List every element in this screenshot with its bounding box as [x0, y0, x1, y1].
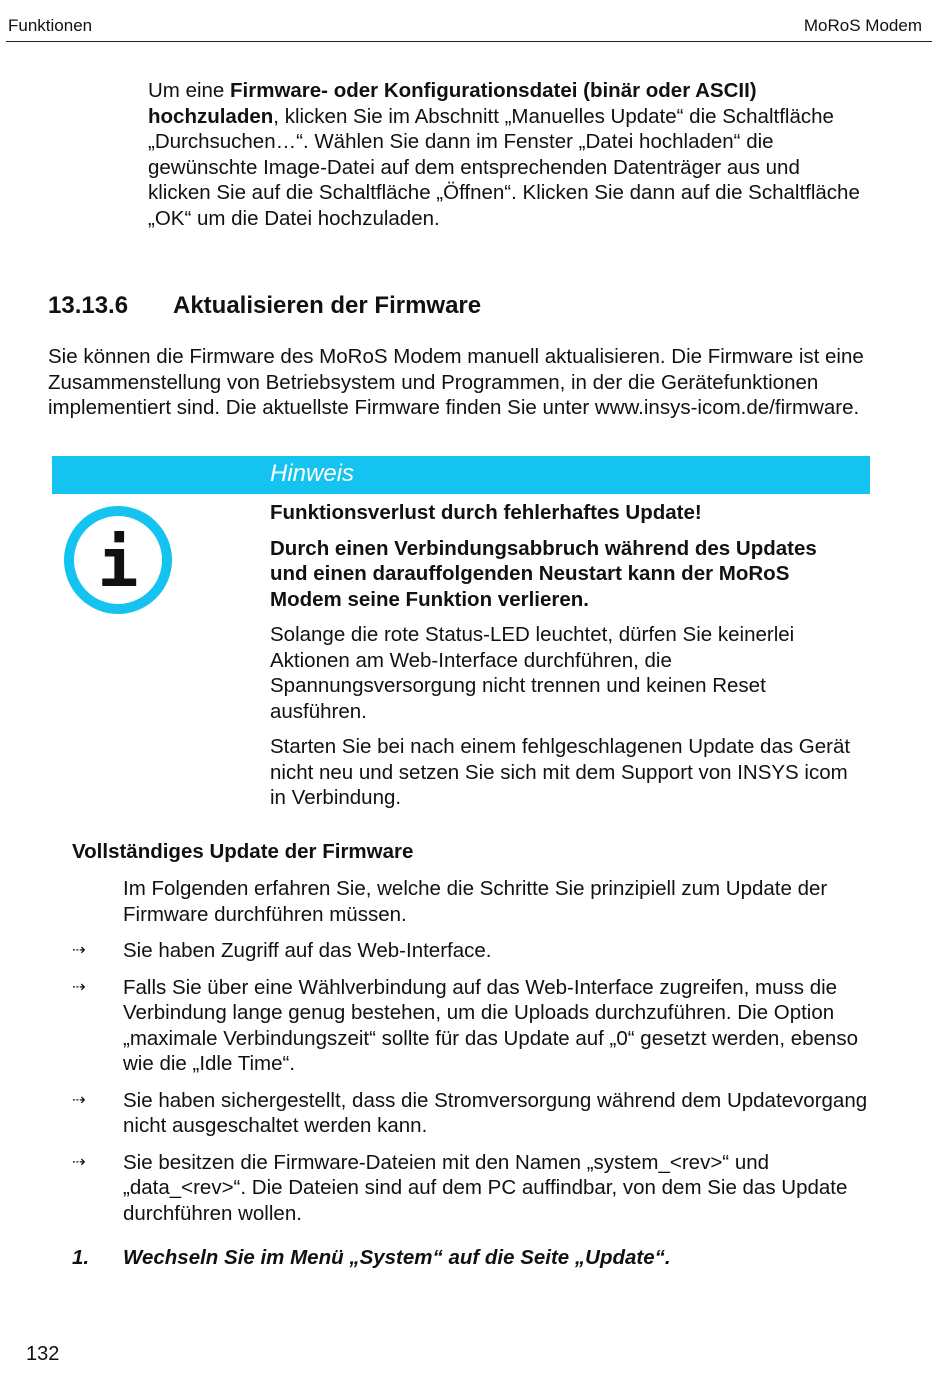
list-item — [72, 1088, 872, 1139]
list-item-text: Sie besitzen die Firmware-Dateien mit den Namen „system_<rev>“ und „data_<rev>“. Die Dateien sind auf dem PC auffindbar, von dem Sie das Update durchführen wollen. — [123, 1150, 848, 1225]
step-text: Wechseln Sie im Menü „System“ auf die Seite „Update“. — [123, 1246, 671, 1269]
procedure-step — [72, 1246, 671, 1270]
upload-instructions-paragraph — [148, 78, 868, 231]
section-number: 13.13.6 — [48, 292, 129, 319]
intro-bold-phrase: Firmware- oder Konfigurationsdatei (binär oder ASCII) hochzuladen — [148, 79, 757, 128]
running-header-chapter: Funktionen — [8, 16, 93, 35]
list-item — [72, 1150, 872, 1227]
subsection-heading: Vollständiges Update der Firmware — [72, 840, 414, 863]
header-divider — [6, 41, 932, 42]
section-title: Aktualisieren der Firmware — [173, 292, 482, 319]
arrow-bullet-icon: ⇢ — [72, 942, 86, 959]
list-item — [72, 975, 872, 1077]
subsection-intro: Im Folgenden erfahren Sie, welche die Schritte Sie prinzipiell zum Update der Firmware durchführen müssen. — [123, 877, 828, 926]
note-title: Hinweis — [270, 460, 355, 487]
list-item — [72, 938, 872, 964]
note-body — [270, 500, 860, 821]
running-header-product: MoRoS Modem — [803, 16, 922, 35]
note-warning: Durch einen Verbindungsabbruch während des Updates und einen darauffolgenden Neustart kann der MoRoS Modem seine Funktion verlieren. — [270, 536, 817, 611]
prerequisite-list — [72, 876, 872, 1237]
note-banner — [52, 456, 870, 494]
note-paragraph-led: Solange die rote Status-LED leuchtet, dürfen Sie keinerlei Aktionen am Web-Interface durchführen, die Spannungsversorgung nicht trennen und keinen Reset ausführen. — [270, 623, 795, 723]
info-icon — [62, 504, 174, 616]
list-item-text: Sie haben sichergestellt, dass die Stromversorgung während dem Updatevorgang nicht ausgeschaltet werden kann. — [123, 1088, 868, 1137]
arrow-bullet-icon: ⇢ — [72, 1153, 86, 1171]
list-item-text: Falls Sie über eine Wählverbindung auf das Web-Interface zugreifen, muss die Verbindung lange genug bestehen, um die Uploads durchzuführen. Die Option „maximale Verbindungszeit“ sollte für das Update auf „0“ gesetzt werden, ebenso wie die „Idle Time“. — [123, 975, 858, 1075]
intro-lead: Um eine — [148, 79, 231, 102]
arrow-bullet-icon: ⇢ — [72, 978, 86, 996]
info-icon-glyph: i — [97, 524, 139, 603]
intro-rest: , klicken Sie im Abschnitt „Manuelles Update“ die Schaltfläche „Durchsuchen…“. Wählen Sie dann im Fenster „Datei hochladen“ die gewünschte Image-Datei auf dem entsprechenden Datenträger aus und klicken Sie auf die Schaltfläche „Öffnen“. Klicken Sie dann auf die Schaltfläche „OK“ um die Datei hochzuladen. — [148, 104, 860, 230]
section-paragraph: Sie können die Firmware des MoRoS Modem manuell aktualisieren. Die Firmware ist eine Zusammenstellung von Betriebsystem und Programmen, in der die Gerätefunktionen implementiert sind. Die aktuellste Firmware finden Sie unter www.insys-icom.de/firmware. — [48, 345, 864, 419]
step-number: 1. — [72, 1246, 90, 1269]
list-item-text: Sie haben Zugriff auf das Web-Interface. — [123, 939, 492, 962]
section-heading — [48, 292, 481, 320]
page-number: 132 — [26, 1343, 60, 1365]
note-headline: Funktionsverlust durch fehlerhaftes Update! — [270, 501, 702, 524]
note-paragraph-support: Starten Sie bei nach einem fehlgeschlagenen Update das Gerät nicht neu und setzen Sie sich mit dem Support von INSYS icom in Verbindung. — [270, 735, 851, 809]
arrow-bullet-icon: ⇢ — [72, 1091, 86, 1109]
